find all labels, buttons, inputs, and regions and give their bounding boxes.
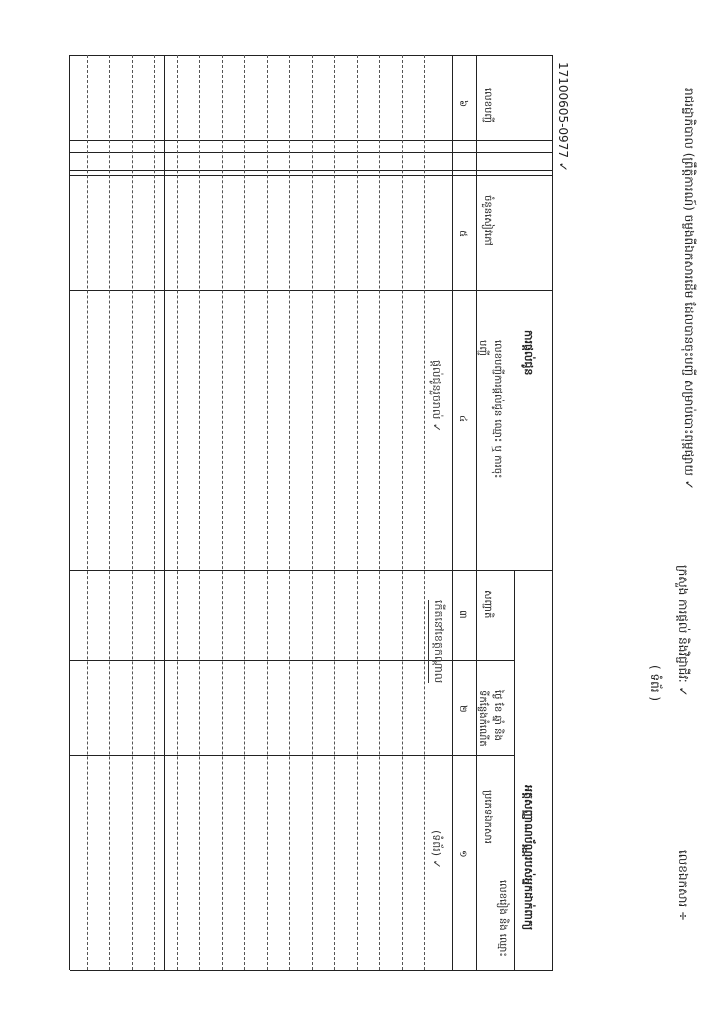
group-right-header: ការផ្ដល់ជូន (522, 330, 535, 376)
header-title: ក្រសួង ការផ្ដល់ និងវិជ្ជាជីវៈ ✓ (676, 565, 690, 697)
row-line (109, 55, 110, 970)
row1-place: កើតនៅខេត្តកណ្ដាល (428, 600, 445, 683)
row-line (357, 55, 358, 970)
header-divider (476, 55, 477, 970)
table-right-border (70, 970, 553, 971)
row1-name: (ទំព័រ) ✓ (430, 830, 443, 869)
header-left-label: លេខឯកសារ ÷ (676, 850, 690, 921)
row-line (87, 55, 88, 970)
col-header-name: លេខរៀង និង ឈ្មោះ (497, 880, 508, 957)
header-subtitle: ( ទំព័រ ) (648, 665, 662, 702)
col-number: ៣ (457, 610, 468, 619)
header-divider (452, 55, 453, 970)
row-line (244, 55, 245, 970)
col-number: ២ (457, 705, 468, 713)
row-line (132, 55, 133, 970)
col-number: ៦ (457, 100, 468, 108)
row-line (154, 55, 155, 970)
col-number: ៤ (457, 415, 468, 423)
col-number: ៥ (457, 230, 468, 238)
col-number: ១ (457, 850, 468, 858)
row-line (402, 55, 403, 970)
col-header-number: លេខបញ្ជី (482, 88, 493, 123)
row-line (424, 55, 425, 970)
row-line (177, 55, 178, 970)
col-header-nationality: សញ្ជាតិ (482, 590, 493, 619)
col-divider (70, 660, 515, 661)
document-id: 17100605-0977 ✓ (556, 62, 570, 172)
row-line (312, 55, 313, 970)
row-line (222, 55, 223, 970)
header-divider (514, 570, 515, 970)
row-line (379, 55, 380, 970)
col-header-dob: ថ្ងៃ ខែ ឆ្នាំ និង ទីកន្លែងកំណើត (477, 690, 503, 747)
table-bottom-border (69, 55, 70, 970)
group-left-header: អត្តសញ្ញាណប័ណ្ណរបស់អ្នកដាក់ពាក្យ (522, 785, 535, 931)
col-divider (70, 755, 515, 756)
row-line (267, 55, 268, 970)
col-header-registration: លេខបញ្ជីការផ្ដល់ជូន ឈ្មោះ ឬ ការចុះបញ្ជី (477, 340, 503, 479)
col-header-doc-type: ប្រភេទឯកសារ (482, 790, 493, 844)
col-sep (164, 55, 165, 970)
row1-registration: ផ្ដល់ជូនរួចរាល់ ✓ (430, 360, 443, 433)
row-line (199, 55, 200, 970)
row-line (289, 55, 290, 970)
table-top-border (552, 55, 553, 970)
row-line (334, 55, 335, 970)
header-top-line: រាជរដ្ឋាភិបាល (ព្រឹត្តិការណ៍) ចម្លងពីឯកសារដើម ដែលបានចុះបញ្ជី សម្រាប់បោះពុម្ពផ្សាយ ✓ (682, 88, 696, 490)
col-header-book-count: ចំនួនសៀវភៅ (482, 195, 493, 246)
